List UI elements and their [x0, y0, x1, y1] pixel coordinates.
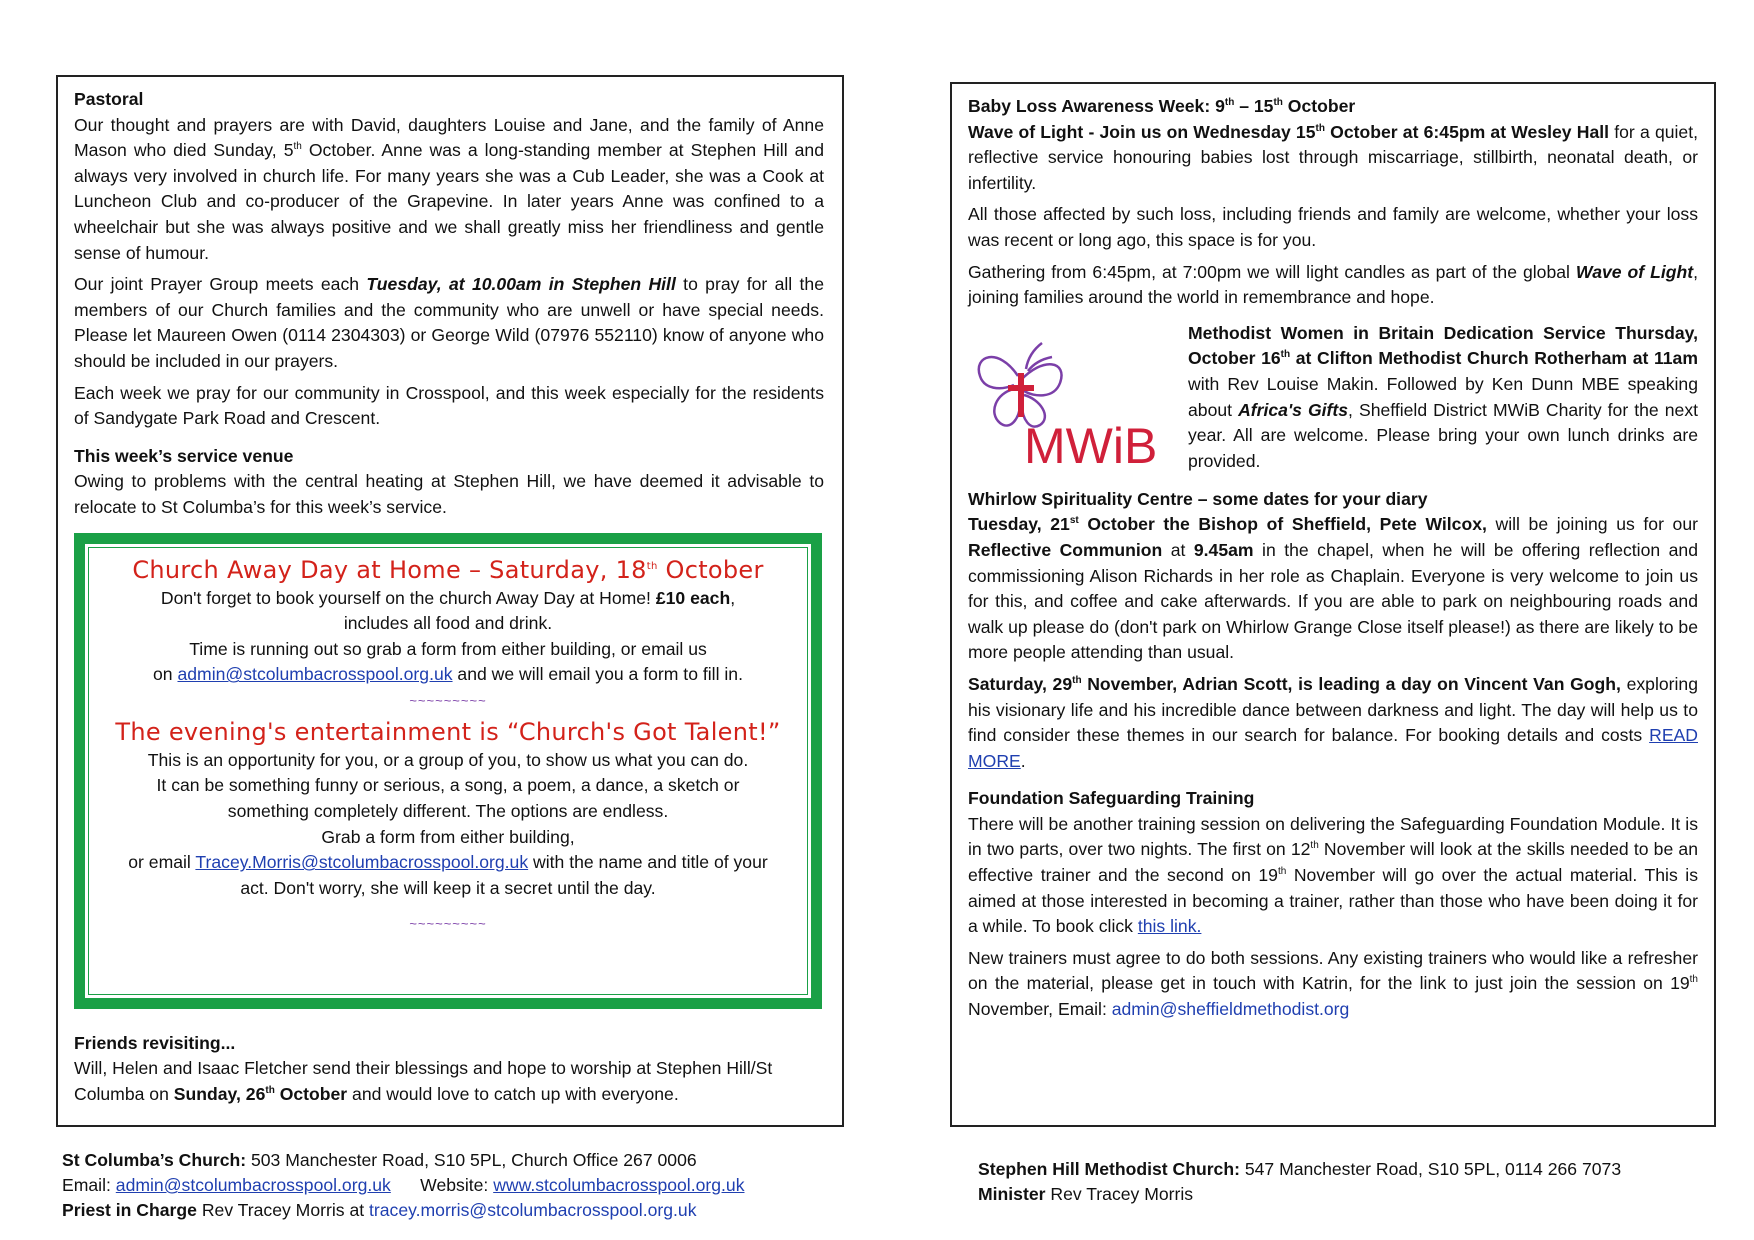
friends-heading: Friends revisiting... — [74, 1032, 236, 1053]
methodist-email-link[interactable]: admin@sheffieldmethodist.org — [1111, 999, 1350, 1020]
mwib-text: Methodist Women in Britain Dedication Service Thursday, October 16th at Clifton Methodist Church Rotherham at 11am with Rev Louise Makin. Followed by Ken Dunn MBE speaking about Africa's Gifts, Sheffield District MWiB Charity for the next year. All are welcome. Please bring your own lunch drinks are provided. — [1188, 322, 1699, 471]
venue-heading: This week’s service venue — [74, 445, 294, 466]
mwib-logo-text: MWiB — [1024, 417, 1158, 474]
pastoral-heading: Pastoral — [74, 89, 144, 109]
whirlow-paragraph-2: Saturday, 29th November, Adrian Scott, is leading a day on Vincent Van Gogh, exploring his visionary life and his incredible dance between darkness and light. The day will help us to find consider these themes in our search for balance. For booking details and costs READ MORE. — [968, 673, 1698, 771]
pastoral-paragraph-3: Each week we pray for our community in Crosspool, and this week especially for the residents of Sandygate Park Road and Crescent. — [74, 382, 824, 429]
pastoral-paragraph-2: Our joint Prayer Group meets each Tuesday, at 10.00am in Stephen Hill to pray for all the members of our Church families and the community who are unwell or have special needs. Please let Maureen Owen (0114 2304303) or George Wild (07976 552110) know of anyone who should be included in our prayers. — [74, 274, 824, 371]
st-columba-address: St Columba’s Church: 503 Manchester Road, S10 5PL, Church Office 267 0006 — [62, 1150, 697, 1170]
safeguarding-heading: Foundation Safeguarding Training — [968, 788, 1255, 809]
footer-website-link[interactable]: www.stcolumbacrosspool.org.uk — [493, 1175, 745, 1195]
mwib-logo — [968, 321, 1188, 481]
stephen-hill-address: Stephen Hill Methodist Church: 547 Manchester Road, S10 5PL, 0114 266 7073 — [978, 1159, 1622, 1179]
venue-text: Owing to problems with the central heating at Stephen Hill, we have deemed it advisable to relocate to St Columba’s for this week’s service. — [74, 471, 824, 517]
friends-text: Will, Helen and Isaac Fletcher send their blessings and hope to worship at Stephen Hill/St Columba on Sunday, 26th October and would love to catch up with everyone. — [74, 1058, 773, 1104]
away-day-line-1: Don't forget to book yourself on the church Away Day at Home! £10 each, — [160, 587, 736, 608]
safeguarding-paragraph-1: There will be another training session on delivering the Safeguarding Foundation Module. It is in two parts, over two nights. The first on 12th November will look at the skills needed to be an effective trainer and the second on 19th November will go over the actual material. This is aimed at those interested in becoming a trainer, rather than those who have been doing it for a while. To book click this link. — [968, 813, 1698, 937]
this-link[interactable]: this link. — [1137, 916, 1202, 937]
entertainment-line-5: or email Tracey.Morris@stcolumbacrosspool.org.uk with the name and title of your — [128, 852, 768, 873]
wave-of-light-text: Wave of Light - Join us on Wednesday 15th October at 6:45pm at Wesley Hall for a quiet, reflective service honouring babies lost through miscarriage, stillbirth, neonatal death, or infertility. — [968, 121, 1698, 193]
squiggle-divider-2: ~~~~~~~~~ — [409, 916, 487, 932]
away-day-line-4: on admin@stcolumbacrosspool.org.uk and we will email you a form to fill in. — [153, 664, 743, 685]
whirlow-paragraph-1: Tuesday, 21st October the Bishop of Sheffield, Pete Wilcox, will be joining us for our Reflective Communion at 9.45am in the chapel, when he will be offering reflection and commissioning Alison Richards in her role as Chaplain. Everyone is very welcome to join us for this, and coffee and cake afterwards. If you are able to park on neighbouring roads and walk up please do (don't park on Whirlow Grange Close itself please!) as there are likely to be more people attending than usual. — [968, 514, 1698, 663]
squiggle-divider: ~~~~~~~~~ — [409, 692, 487, 708]
away-day-line-2: includes all food and drink. — [343, 613, 553, 634]
whirlow-heading: Whirlow Spirituality Centre – some dates for your diary — [968, 488, 1428, 509]
entertainment-line-2: It can be something funny or serious, a song, a poem, a dance, a sketch or — [156, 775, 740, 796]
right-panel — [950, 82, 1716, 1127]
read-more-link[interactable]: READ MORE — [968, 725, 1698, 771]
tracey-email-link[interactable]: Tracey.Morris@stcolumbacrosspool.org.uk — [195, 852, 529, 873]
entertainment-line-3: something completely different. The options are endless. — [227, 801, 669, 822]
mwib-section — [968, 321, 1698, 481]
minister: Minister Rev Tracey Morris — [978, 1184, 1194, 1204]
pastoral-paragraph-1: Our thought and prayers are with David, daughters Louise and Jane, and the family of Anne Mason who died Sunday, 5th October. Anne was a long-standing member at Stephen Hill and always very involved in church life. For many years she was a Cub Leader, she was a Cook at Luncheon Club and co-producer of the Grapevine. In later years Anne was confined to a wheelchair but she was always positive and we shall greatly miss her friendliness and gentle sense of humour. — [74, 114, 824, 263]
baby-loss-paragraph-3: Gathering from 6:45pm, at 7:00pm we will light candles as part of the global Wave of Light, joining families around the world in remembrance and hope. — [968, 261, 1699, 308]
right-footer — [978, 1157, 1621, 1207]
away-day-title: Church Away Day at Home – Saturday, 18th October — [132, 555, 764, 584]
entertainment-line-4: Grab a form from either building, — [321, 826, 575, 847]
safeguarding-paragraph-2: New trainers must agree to do both sessions. Any existing trainers who would like a refresher on the material, please get in touch with Katrin, for the link to just join the session on 19th November, Email: admin@sheffieldmethodist.org — [968, 947, 1698, 1020]
st-columba-contact: Email: admin@stcolumbacrosspool.org.uk Website: www.stcolumbacrosspool.org.uk — [62, 1175, 745, 1195]
away-day-box — [74, 533, 822, 1009]
away-day-line-3: Time is running out so grab a form from either building, or email us — [189, 638, 707, 659]
left-footer — [62, 1148, 745, 1223]
baby-loss-paragraph-2: All those affected by such loss, including friends and family are welcome, whether your loss was recent or long ago, this space is for you. — [968, 204, 1698, 250]
admin-email-link[interactable]: admin@stcolumbacrosspool.org.uk — [177, 664, 453, 685]
butterfly-cross-icon — [968, 321, 1188, 481]
entertainment-line-1: This is an opportunity for you, or a group of you, to show us what you can do. — [147, 749, 749, 770]
entertainment-line-6: act. Don't worry, she will keep it a secret until the day. — [240, 877, 656, 898]
baby-loss-heading: Baby Loss Awareness Week: 9th – 15th October — [968, 96, 1356, 116]
entertainment-title: The evening's entertainment is “Church's Got Talent!” — [115, 717, 781, 746]
priest-in-charge: Priest in Charge Rev Tracey Morris at tracey.morris@stcolumbacrosspool.org.uk — [62, 1200, 697, 1220]
priest-email-link[interactable]: tracey.morris@stcolumbacrosspool.org.uk — [369, 1200, 697, 1220]
footer-email-link[interactable]: admin@stcolumbacrosspool.org.uk — [115, 1175, 391, 1195]
left-panel — [56, 75, 844, 1127]
